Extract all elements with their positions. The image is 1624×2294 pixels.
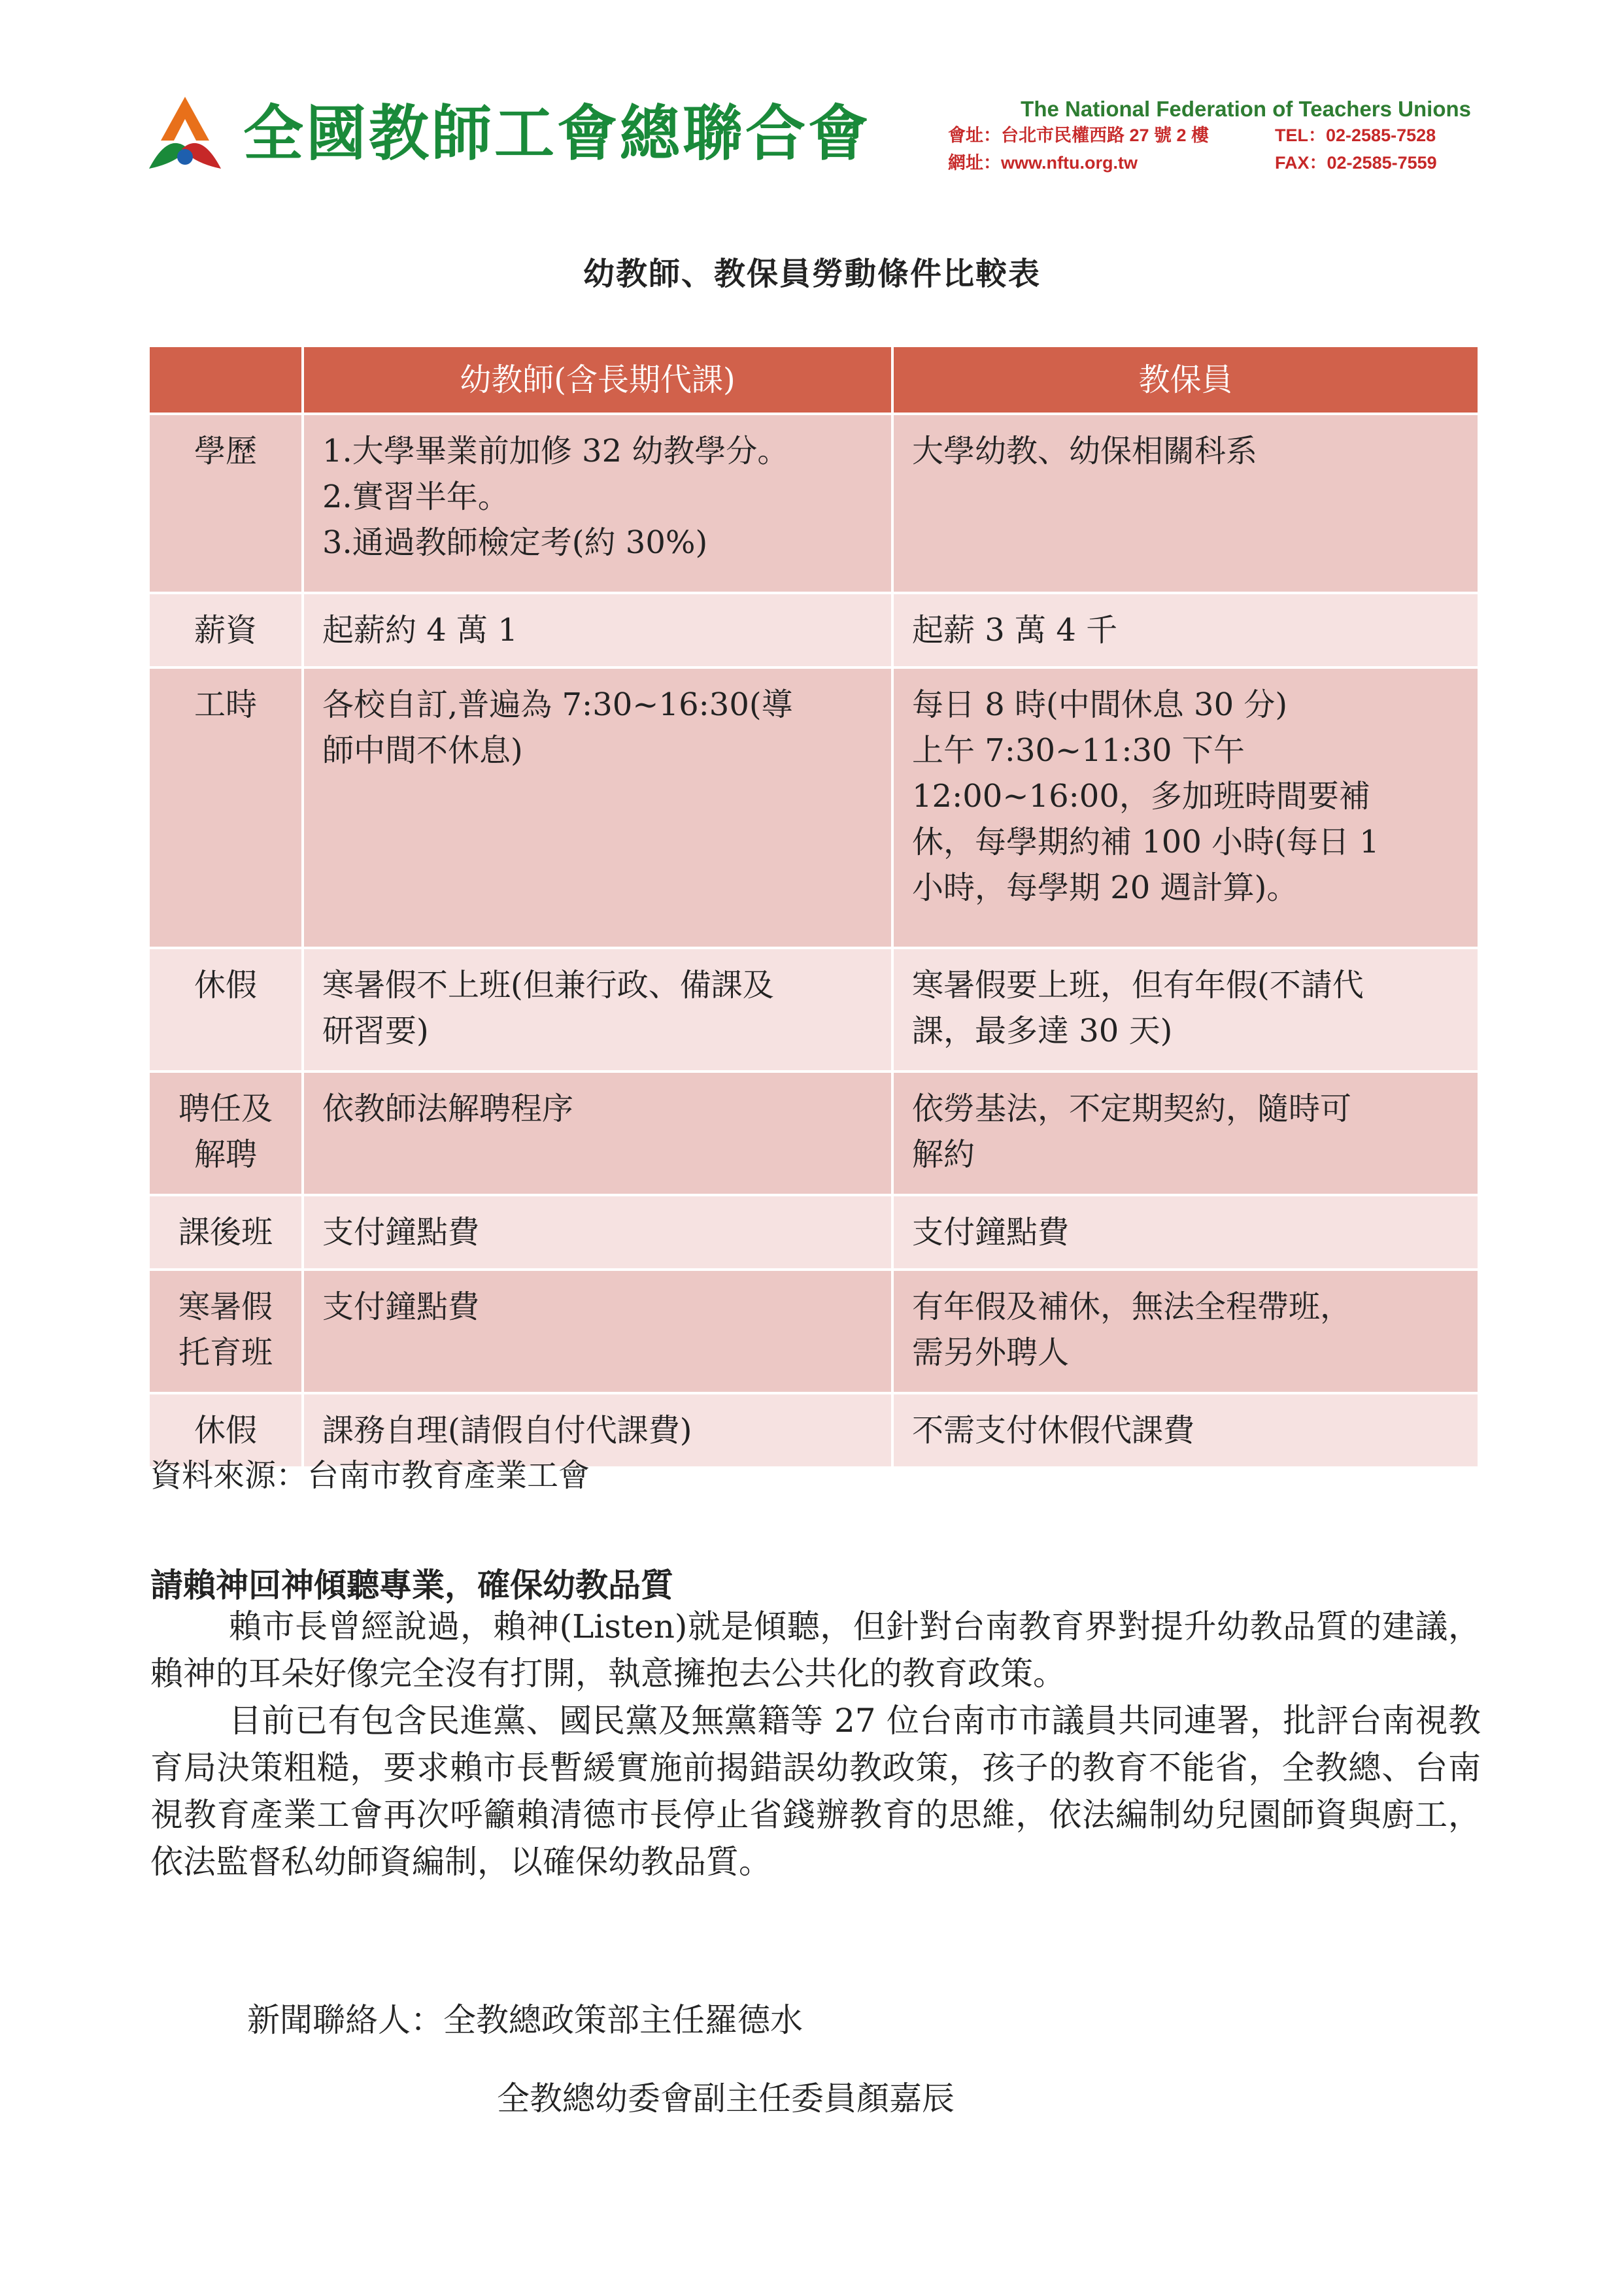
cell-text-line: 托育班 [178,1334,273,1371]
caregiver-cell [892,948,1479,1071]
row-label-cell [148,948,303,1071]
caregiver-cell [892,1195,1479,1270]
section-heading: 請賴神回神傾聽專業，確保幼教品質 [150,1566,673,1604]
row-label-cell [148,414,303,593]
caregiver-cell [892,414,1479,593]
cell-text-line: 課後班 [178,1214,273,1251]
paragraph-1: 賴市長曾經說過，賴神(Listen)就是傾聽，但針對台南教育界對提升幼教品質的建議，賴神的耳朵好像完全沒有打開，執意擁抱去公共化的教育政策。 [150,1608,1481,1693]
caregiver-cell [892,667,1479,948]
cell-text-line: 起薪約 4 萬 1 [322,612,518,649]
cell-text-line: 3.通過教師檢定考(約 30%) [322,524,708,561]
table-row [148,1195,1479,1270]
teacher-cell [303,1071,892,1195]
org-name-en: The National Federation of Teachers Unions [1021,97,1471,121]
cell-text-line: 休假 [194,1412,257,1449]
cell-text-line: 12:00~16:00，多加班時間要補 [912,778,1370,815]
logo-icon [143,92,228,177]
cell-text-line: 有年假及補休，無法全程帶班， [912,1289,1352,1325]
teacher-cell [303,948,892,1071]
cell-text-line: 不需支付休假代課費 [912,1412,1195,1449]
header-teacher: 幼教師(含長期代課) [303,346,892,414]
teacher-cell [303,667,892,948]
document-title: 幼教師、教保員勞動條件比較表 [583,256,1041,292]
cell-text-line: 師中間不休息) [322,732,523,769]
teacher-cell [303,1195,892,1270]
cell-text-line: 解約 [912,1136,975,1173]
paragraph-2: 目前已有包含民進黨、國民黨及無黨籍等 27 位台南市市議員共同連署，批評台南視教育局決策粗糙，要求賴市長暫緩實施前揭錯誤幼教政策，孩子的教育不能省，全教總、台南視教育產業工會再次呼籲賴清德市長停止省錢辦教育的思維，依法編制幼兒園師資與廚工，依法監督私幼師資編制，以確保幼教品質。 [150,1702,1481,1881]
cell-text-line: 起薪 3 萬 4 千 [912,612,1118,649]
info-row-address [883,122,1471,149]
cell-text-line: 研習要) [322,1013,429,1049]
cell-text-line: 各校自訂,普遍為 7:30~16:30(導 [322,686,793,723]
cell-text-line: 支付鐘點費 [912,1214,1070,1251]
row-label-cell [148,1270,303,1393]
header-empty-cell [148,346,303,414]
cell-text-line: 課，最多達 30 天) [912,1013,1173,1049]
cell-text-line: 大學幼教、幼保相關科系 [912,433,1258,469]
cell-text-line: 2.實習半年。 [322,479,509,515]
caregiver-cell [892,593,1479,667]
cell-text-line: 1.大學畢業前加修 32 幼教學分。 [322,433,789,469]
cell-text-line: 上午 7:30~11:30 下午 [912,732,1245,769]
cell-text-line: 解聘 [194,1136,257,1173]
cell-text-line: 寒暑假要上班，但有年假(不請代 [912,967,1364,1004]
caregiver-cell [892,1270,1479,1393]
info-row-web [883,149,1471,177]
cell-text-line: 小時，每學期 20 週計算)。 [912,869,1298,906]
teacher-cell [303,414,892,593]
table-row [148,1270,1479,1393]
row-label-cell [148,1071,303,1195]
cell-text-line: 課務自理(請假自付代課費) [322,1412,692,1449]
cell-text-line: 依勞基法，不定期契約，隨時可 [912,1090,1352,1127]
org-info [883,97,1471,177]
cell-text-line: 支付鐘點費 [322,1289,480,1325]
org-name-zh: 全國教師工會總聯合會 [243,99,871,169]
fax: FAX：02-2585-7559 [1275,153,1437,173]
table-body [148,414,1479,1468]
press-contact-secondary: 全教總幼委會副主任委員顏嘉辰 [497,2080,955,2117]
source-note: 資料來源：台南市教育產業工會 [150,1457,590,1494]
address: 會址：台北市民權西路 27 號 2 樓 [948,126,1210,145]
table-row [148,414,1479,593]
row-label-cell [148,1195,303,1270]
cell-text-line: 寒暑假 [178,1289,273,1325]
cell-text-line: 休假 [194,967,257,1004]
caregiver-cell [892,1393,1479,1468]
cell-text-line: 每日 8 時(中間休息 30 分) [912,686,1288,723]
press-contact: 新聞聯絡人：全教總政策部主任羅德水 [247,2001,803,2039]
website-link[interactable]: 網址：www.nftu.org.tw [948,153,1138,173]
cell-text-line: 聘任及 [178,1090,273,1127]
cell-text-line: 需另外聘人 [912,1334,1070,1371]
row-label-cell [148,667,303,948]
cell-text-line: 休，每學期約補 100 小時(每日 1 [912,824,1379,860]
cell-text-line: 工時 [194,686,257,723]
teacher-cell [303,593,892,667]
teacher-cell [303,1270,892,1393]
row-label-cell [148,593,303,667]
cell-text-line: 寒暑假不上班(但兼行政、備課及 [322,967,774,1004]
table-header-row [148,346,1479,414]
table-row [148,667,1479,948]
cell-text-line: 學歷 [194,433,257,469]
table-row [148,948,1479,1071]
caregiver-cell [892,1071,1479,1195]
comparison-table [147,345,1480,1469]
header-caregiver: 教保員 [892,346,1479,414]
cell-text-line: 支付鐘點費 [322,1214,480,1251]
tel: TEL：02-2585-7528 [1275,126,1436,145]
cell-text-line: 薪資 [194,612,257,649]
table-row [148,1071,1479,1195]
cell-text-line: 依教師法解聘程序 [322,1090,574,1127]
table-row [148,593,1479,667]
